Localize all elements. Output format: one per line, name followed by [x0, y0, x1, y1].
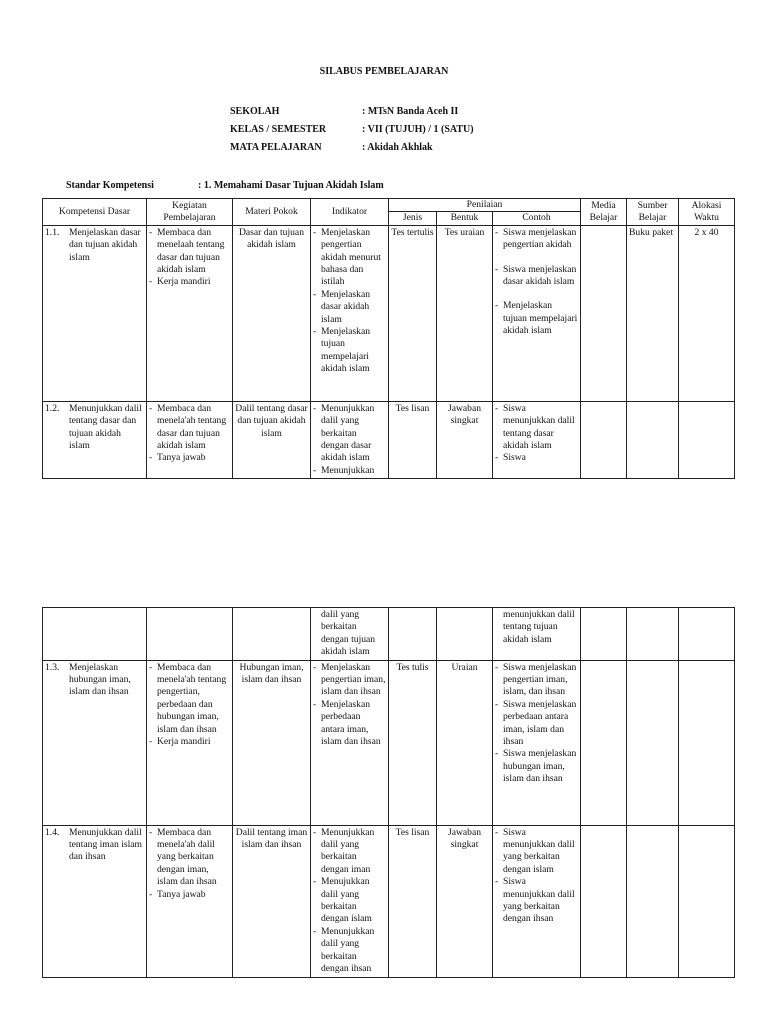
kd-number: 1.3. — [45, 661, 60, 673]
indikator-item: - Menunjukkan dalil yang berkaitan dengan dasar akidah islam — [313, 403, 386, 465]
contoh-item: - Siswa menjelaskan perbedaan antara iman, islam dan ihsan — [495, 699, 578, 749]
kd-text: Menunjukkan dalil tentang dasar dan tujuan akidah islam — [69, 402, 142, 452]
header-jenis: Jenis — [389, 212, 437, 225]
header-contoh: Contoh — [493, 212, 581, 225]
contoh-item: - Siswa menjelaskan hubungan iman, islam dan ihsan — [495, 748, 578, 785]
table-row-continuation — [43, 608, 735, 661]
info-value: : Akidah Akhlak — [362, 142, 433, 153]
contoh-item: - Menjelaskan tujuan mempelajari akidah islam — [495, 300, 578, 337]
bentuk-cell: Jawaban singkat — [437, 825, 493, 977]
indikator-item: - Menjelaskan tujuan mempelajari akidah islam — [313, 326, 386, 376]
contoh-item: - Siswa menjelaskan dasar akidah islam — [495, 264, 578, 289]
info-value: : VII (TUJUH) / 1 (SATU) — [362, 124, 474, 135]
kegiatan-item: - Membaca dan menelaah tentang dasar dan tujuan akidah islam — [149, 227, 230, 277]
kd-number: 1.4. — [45, 826, 60, 838]
header-indikator: Indikator — [311, 199, 389, 226]
indikator-item: - Menjelaskan dasar akidah islam — [313, 289, 386, 326]
table-row — [43, 401, 735, 478]
sumber-cell: Buku paket — [627, 225, 679, 401]
indikator-item: - Menjelaskan pengertian akidah menurut bahasa dan istilah — [313, 227, 386, 289]
contoh-cell: menunjukkan dalil tentang tujuan akidah islam — [493, 608, 581, 661]
kegiatan-cell — [147, 401, 233, 478]
contoh-item: - Siswa menjelaskan pengertian iman, islam, dan ihsan — [495, 662, 578, 699]
materi-cell: Dalil tentang iman islam dan ihsan — [233, 825, 311, 977]
kd-cell — [43, 608, 147, 661]
indikator-item: - Menujukkan dalil yang berkaitan dengan islam — [313, 876, 386, 926]
alokasi-cell — [679, 401, 735, 478]
kd-cell — [43, 825, 147, 977]
indikator-cell: dalil yang berkaitan dengan tujuan akidah islam — [311, 608, 389, 661]
media-cell — [581, 401, 627, 478]
media-cell — [581, 825, 627, 977]
indikator-cell — [311, 225, 389, 401]
materi-cell: Dasar dan tujuan akidah islam — [233, 225, 311, 401]
kd-number: 1.2. — [45, 402, 60, 414]
kd-cell — [43, 401, 147, 478]
header-kompetensi-dasar: Kompetensi Dasar — [43, 199, 147, 226]
materi-cell: Hubungan iman, islam dan ihsan — [233, 660, 311, 825]
indikator-cell — [311, 825, 389, 977]
contoh-item: - Siswa menjelaskan pengertian akidah — [495, 227, 578, 252]
kegiatan-cell — [147, 660, 233, 825]
kd-text: Menjelaskan hubungan iman, islam dan ihsan — [69, 661, 131, 698]
jenis-cell: Tes tertulis — [389, 225, 437, 401]
kegiatan-item: - Membaca dan menela'ah tentang dasar dan tujuan akidah islam — [149, 403, 230, 453]
kegiatan-item: - Tanya jawab — [149, 889, 230, 901]
contoh-cell — [493, 660, 581, 825]
sk-label: Standar Kompetensi — [66, 180, 154, 191]
header-kegiatan: Kegiatan Pembelajaran — [147, 199, 233, 226]
contoh-cell — [493, 825, 581, 977]
bentuk-cell — [437, 608, 493, 661]
materi-cell — [233, 608, 311, 661]
contoh-item: - Siswa — [495, 452, 578, 464]
sumber-cell — [627, 401, 679, 478]
info-value: : MTsN Banda Aceh II — [362, 106, 459, 117]
indikator-item: - Menjelaskan perbedaan antara iman, islam dan ihsan — [313, 699, 386, 749]
kegiatan-cell — [147, 225, 233, 401]
bentuk-cell: Uraian — [437, 660, 493, 825]
contoh-item: - Siswa menunjukkan dalil yang berkaitan dengan islam — [495, 827, 578, 877]
silabus-table-page-1 — [42, 198, 735, 479]
jenis-cell — [389, 608, 437, 661]
header-alokasi: Alokasi Waktu — [679, 199, 735, 226]
contoh-item: - Siswa menunjukkan dalil tentang dasar akidah islam — [495, 403, 578, 453]
contoh-item: - Siswa menunjukkan dalil yang berkaitan dengan ihsan — [495, 876, 578, 926]
header-penilaian: Penilaian — [389, 199, 581, 212]
kegiatan-item: - Membaca dan menela'ah dalil yang berkaitan dengan iman, islam dan ihsan — [149, 827, 230, 889]
alokasi-cell — [679, 660, 735, 825]
sumber-cell — [627, 825, 679, 977]
kd-number: 1.1. — [45, 226, 60, 238]
kegiatan-cell — [147, 608, 233, 661]
indikator-item: - Menjelaskan pengertian iman, islam dan ihsan — [313, 662, 386, 699]
indikator-cell — [311, 401, 389, 478]
media-cell — [581, 225, 627, 401]
alokasi-cell — [679, 825, 735, 977]
kd-text: Menjelaskan dasar dan tujuan akidah islam — [69, 226, 141, 263]
kd-cell — [43, 225, 147, 401]
silabus-table-page-2 — [42, 607, 735, 978]
kegiatan-item: - Kerja mandiri — [149, 736, 230, 748]
indikator-item: - Menunjukkan — [313, 465, 386, 477]
contoh-cell — [493, 225, 581, 401]
sumber-cell — [627, 660, 679, 825]
kd-cell — [43, 660, 147, 825]
materi-cell: Dalil tentang dasar dan tujuan akidah islam — [233, 401, 311, 478]
header-materi: Materi Pokok — [233, 199, 311, 226]
alokasi-cell: 2 x 40 — [679, 225, 735, 401]
contoh-cell — [493, 401, 581, 478]
standar-kompetensi — [66, 180, 384, 191]
kegiatan-item: - Membaca dan menela'ah tentang pengertian, perbedaan dan hubungan iman, islam dan ihsan — [149, 662, 230, 736]
sumber-cell — [627, 608, 679, 661]
info-label: MATA PELAJARAN — [230, 142, 322, 153]
alokasi-cell — [679, 608, 735, 661]
media-cell — [581, 660, 627, 825]
info-label: SEKOLAH — [230, 106, 280, 117]
kegiatan-item: - Tanya jawab — [149, 452, 230, 464]
indikator-item: - Menunjukkan dalil yang berkaitan dengan iman — [313, 827, 386, 877]
jenis-cell: Tes tulis — [389, 660, 437, 825]
bentuk-cell: Tes uraian — [437, 225, 493, 401]
kegiatan-item: - Kerja mandiri — [149, 276, 230, 288]
header-media: Media Belajar — [581, 199, 627, 226]
sk-value: : 1. Memahami Dasar Tujuan Akidah Islam — [198, 180, 384, 191]
table-row — [43, 225, 735, 401]
kd-text: Menunjukkan dalil tentang iman islam dan ihsan — [69, 826, 143, 863]
table-row — [43, 825, 735, 977]
jenis-cell: Tes lisan — [389, 401, 437, 478]
media-cell — [581, 608, 627, 661]
jenis-cell: Tes lisan — [389, 825, 437, 977]
kegiatan-cell — [147, 825, 233, 977]
indikator-item: - Menunjukkan dalil yang berkaitan dengan ihsan — [313, 926, 386, 976]
info-label: KELAS / SEMESTER — [230, 124, 327, 135]
indikator-cell — [311, 660, 389, 825]
header-sumber: Sumber Belajar — [627, 199, 679, 226]
bentuk-cell: Jawaban singkat — [437, 401, 493, 478]
table-row — [43, 660, 735, 825]
header-bentuk: Bentuk — [437, 212, 493, 225]
document-title: SILABUS PEMBELAJARAN — [319, 66, 449, 77]
